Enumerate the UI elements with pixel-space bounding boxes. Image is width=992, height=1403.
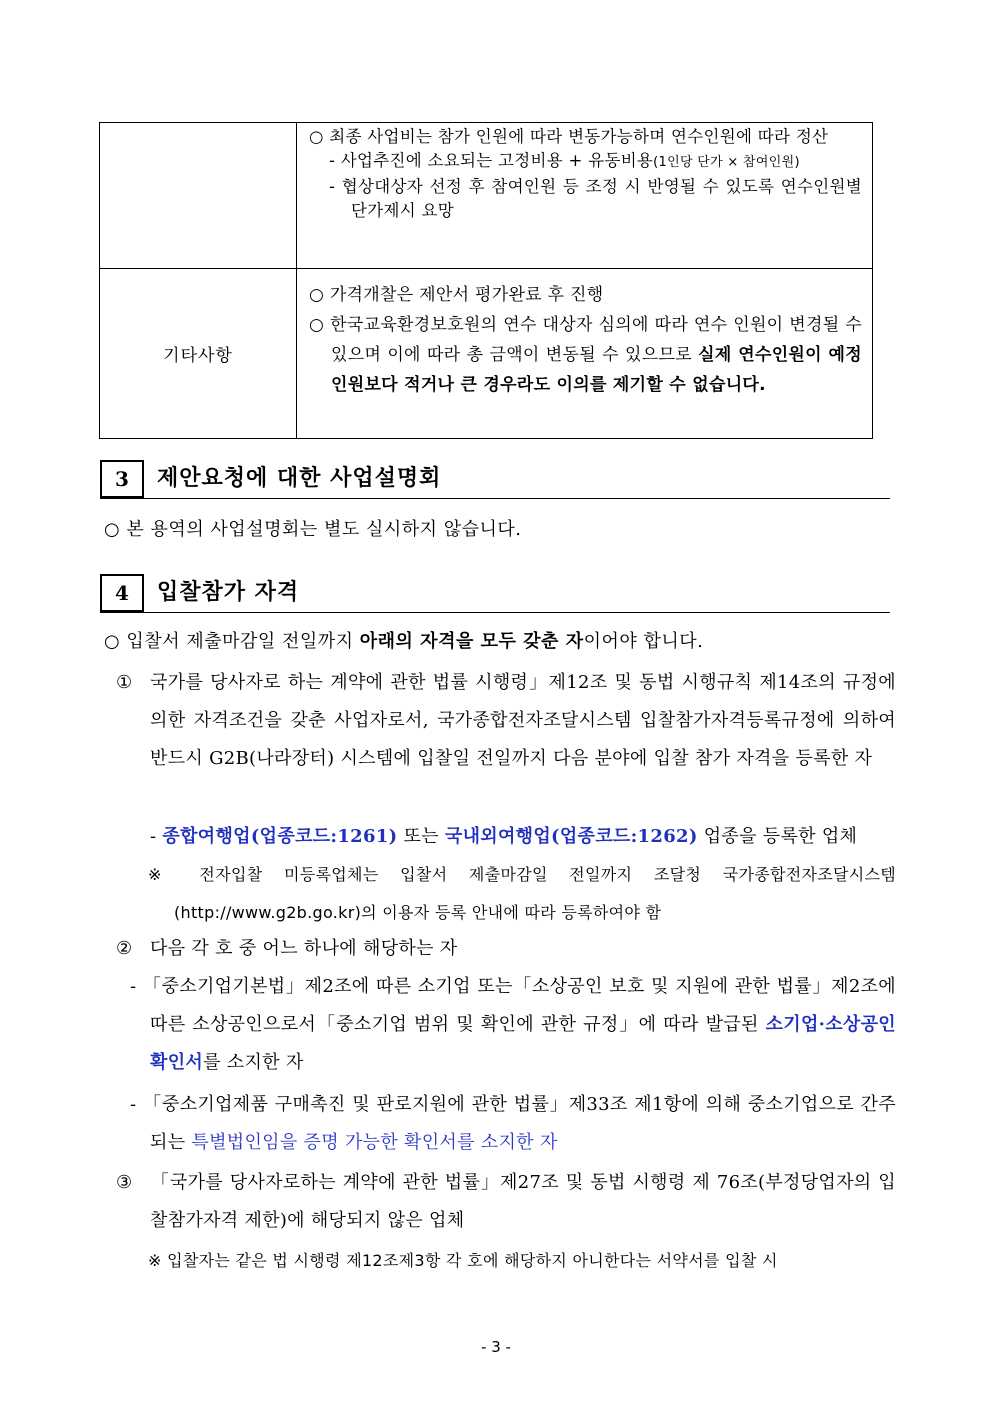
table-row	[100, 123, 873, 269]
special-corp-certificate: 특별법인임을 증명 가능한 확인서를 소지한 자	[191, 1132, 558, 1153]
intro-bold: 아래의 자격을 모두 갖춘 자	[359, 631, 584, 652]
etc-bold-notice: 실제 연수인원이 예정인원보다 적거나 큰 경우라도 이의를 제기할 수 없습니다.	[331, 345, 863, 395]
qualification-item-2: ② 다음 각 호 중 어느 하나에 해당하는 자	[116, 930, 896, 968]
pledge-note: ※ 입찰자는 같은 법 시행령 제12조제3항 각 호에 해당하지 아니한다는 서약서를 입찰 시	[148, 1251, 778, 1270]
cost-formula: (1인당 단가 × 참여인원)	[653, 155, 800, 170]
cost-item: ○ 최종 사업비는 참가 인원에 따라 변동가능하며 연수인원에 따라 정산	[309, 127, 829, 146]
section-title: 제안요청에 대한 사업설명회	[157, 466, 442, 491]
etc-item: ○ 한국교육환경보호원의 연수 대상자 심의에 따라 연수 인원이 변경될 수 있으며 이에 따라 총 금액이 변동될 수 있으므로 실제 연수인원이 예정인원보다 적거나 큰 경우라도 이의를 제기할 수 없습니다.	[309, 315, 863, 395]
item-marker: ①	[116, 672, 133, 693]
qualification-subitem: - 「중소기업기본법」제2조에 따른 소기업 또는「소상공인 보호 및 지원에 관한 법률」제2조에 따른 소상공인으로서「중소기업 범위 및 확인에 관한 규정」에 따라 발급된 소기업·소상공인 확인서를 소지한 자	[130, 976, 896, 1073]
table-cell-cost	[297, 123, 873, 269]
table-cell-etc	[297, 269, 873, 439]
item-marker: ③	[116, 1172, 133, 1193]
section4-intro: ○ 입찰서 제출마감일 전일까지 아래의 자격을 모두 갖춘 자이어야 합니다.	[104, 631, 704, 652]
qualification-subitem: - 종합여행업(업종코드:1261) 또는 국내외여행업(업종코드:1262) 업종을 등록한 업체	[150, 826, 858, 847]
section-title: 입찰참가 자격	[157, 580, 300, 605]
qualification-subitem: - 「중소기업제품 구매촉진 및 판로지원에 관한 법률」제33조 제1항에 의해 중소기업으로 간주되는 특별법인임을 증명 가능한 확인서를 소지한 자	[130, 1094, 896, 1153]
qualification-item-1: ① 국가를 당사자로 하는 계약에 관한 법률 시행령」제12조 및 동법 시행규칙 제14조의 규정에 의한 자격조건을 갖춘 사업자로서, 국가종합전자조달시스템 입찰참가자격등록규정에 의하여 반드시 G2B(나라장터) 시스템에 입찰일 전일까지 다음 분야에 입찰 참가 자격을 등록한 자	[116, 664, 896, 778]
info-table	[99, 122, 873, 439]
table-row	[100, 269, 873, 439]
section3-text: ○ 본 용역의 사업설명회는 별도 실시하지 않습니다.	[104, 519, 522, 540]
row-label-etc: 기타사항	[100, 269, 297, 439]
page-number: - 3 -	[481, 1338, 511, 1356]
registration-note: ※ 전자입찰 미등록업체는 입찰서 제출마감일 전일까지 조달청 국가종합전자조달시스템(http://www.g2b.go.kr)의 이용자 등록 안내에 따라 등록하여야 함	[148, 865, 896, 922]
item-marker: ②	[116, 938, 133, 959]
section-header-3	[100, 460, 890, 499]
section-number: 4	[100, 574, 144, 612]
cost-subitem: - 협상대상자 선정 후 참여인원 등 조정 시 반영될 수 있도록 연수인원별 단가제시 요망	[329, 177, 862, 220]
row-label-empty	[100, 123, 297, 269]
cost-subitem: - 사업추진에 소요되는 고정비용 + 유동비용(1인당 단가 × 참여인원)	[329, 151, 800, 170]
section-header-4	[100, 574, 890, 613]
qualification-item-3: ③ 「국가를 당사자로하는 계약에 관한 법률」제27조 및 동법 시행령 제 76조(부정당업자의 입찰참가자격 제한)에 해당되지 않은 업체	[116, 1164, 896, 1240]
business-type-1: 종합여행업(업종코드:1261)	[162, 826, 398, 847]
business-type-2: 국내외여행업(업종코드:1262)	[444, 826, 698, 847]
etc-item: ○ 가격개찰은 제안서 평가완료 후 진행	[309, 285, 604, 305]
section-number: 3	[100, 460, 144, 498]
small-business-certificate: 소기업·소상공인 확인서	[150, 1014, 896, 1073]
